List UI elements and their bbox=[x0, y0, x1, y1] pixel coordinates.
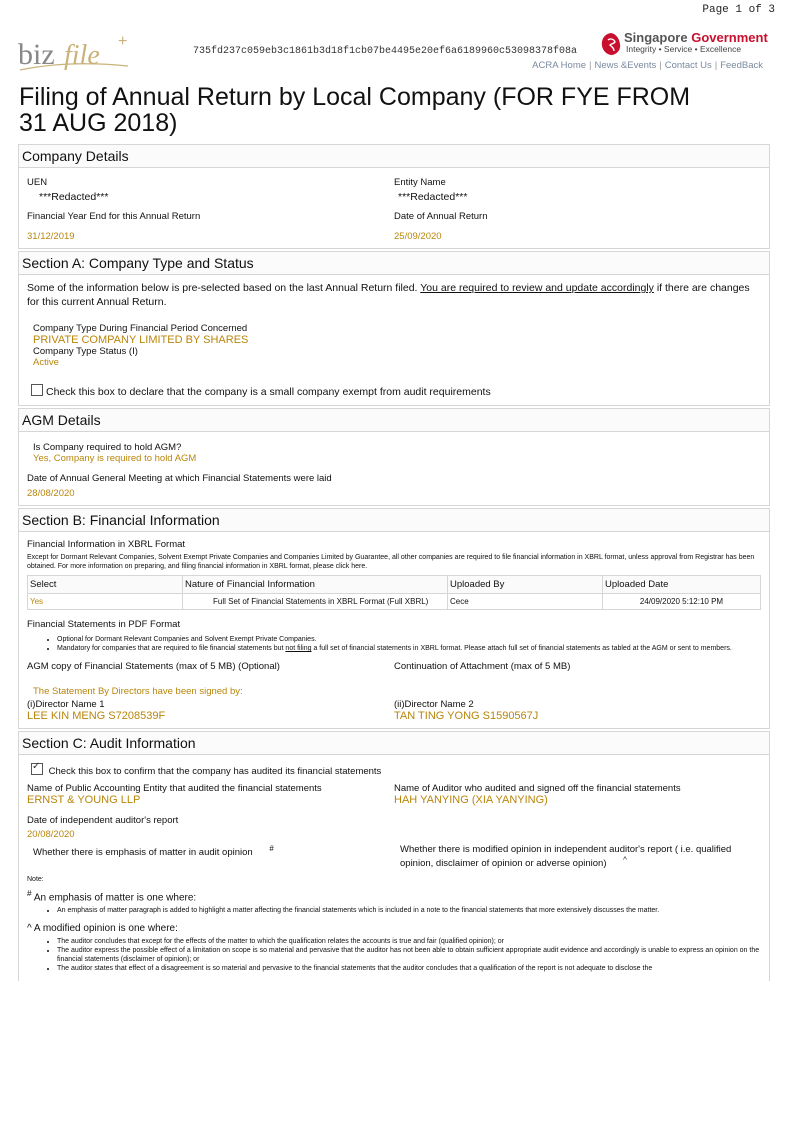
annual-return-date-label: Date of Annual Return bbox=[394, 211, 488, 222]
emphasis-title-row bbox=[27, 888, 761, 903]
pae-value: ERNST & YOUNG LLP bbox=[27, 794, 141, 806]
svg-text:biz: biz bbox=[18, 38, 55, 71]
gov-tagline: Integrity • Service • Excellence bbox=[626, 44, 742, 54]
intro-text: Some of the information below is pre-selected based on the last Annual Return filed. bbox=[27, 282, 418, 294]
modified-note-1: • The auditor concludes that except for the effects of the matter to which the qualification relates the accounts is true and fair (qualified opinion); or bbox=[57, 937, 761, 946]
row-uploaded-date: 24/09/2020 5:12:10 PM bbox=[603, 594, 761, 610]
signed-by-label: The Statement By Directors have been signed by: bbox=[33, 686, 243, 697]
document-hash: 735fd237c059eb3c1861b3d18f1cb07be4495e20ef6a6189960c53098378f08a bbox=[193, 46, 578, 57]
pdf-note-2u: not filing bbox=[285, 645, 312, 652]
auditor-label: Name of Auditor who audited and signed off the financial statements bbox=[394, 783, 681, 794]
xbrl-table-header bbox=[28, 576, 761, 594]
link-news-events[interactable]: News &Events bbox=[594, 60, 657, 71]
fye-label: Financial Year End for this Annual Return bbox=[27, 211, 201, 222]
gov-name-a: Singapore bbox=[624, 30, 688, 45]
link-feedback[interactable]: FeedBack bbox=[720, 60, 763, 71]
link-contact-us[interactable]: Contact Us bbox=[664, 60, 712, 71]
agm-header: AGM Details bbox=[19, 409, 769, 432]
agm-date-label: Date of Annual General Meeting at which Financial Statements were laid bbox=[27, 473, 332, 484]
company-details-section bbox=[18, 144, 770, 249]
section-a-intro bbox=[27, 281, 761, 309]
report-date-value: 20/08/2020 bbox=[27, 829, 75, 840]
modified-title: ^ A modified opinion is one where: bbox=[27, 923, 178, 935]
director-1-label: (i)Director Name 1 bbox=[27, 699, 105, 710]
agm-required-label: Is Company required to hold AGM? bbox=[33, 442, 182, 453]
section-b-header: Section B: Financial Information bbox=[19, 509, 769, 532]
svg-text:file: file bbox=[64, 40, 100, 71]
modified-note-3: • The auditor states that effect of a disagreement is so material and pervasive to the financial statements that the auditor concludes that a qualification of the report is not adequate to disclose the bbox=[57, 964, 761, 973]
xbrl-title: Financial Information in XBRL Format bbox=[27, 539, 186, 550]
bizfile-logo bbox=[18, 30, 136, 76]
singapore-government-logo bbox=[600, 30, 770, 56]
modified-note-2: • The auditor express the possible effect of a limitation on scope is so material and pervasive that the auditor has not been able to obtain sufficient appropriate audit evidence and accordingly is unable to express an opinion on the financial statements (disclaimer of opinion); or bbox=[57, 946, 761, 964]
uen-label: UEN bbox=[27, 177, 48, 188]
company-details-header: Company Details bbox=[19, 145, 769, 168]
auditor-value: HAH YANYING (XIA YANYING) bbox=[394, 794, 548, 806]
director-1-value: LEE KIN MENG S7208539F bbox=[27, 710, 166, 722]
pdf-title: Financial Statements in PDF Format bbox=[27, 619, 181, 630]
agm-date-value: 28/08/2020 bbox=[27, 488, 75, 499]
xbrl-note: Except for Dormant Relevant Companies, Solvent Exempt Private Companies and Companies Limited by Guarantee, all other companies are required to file financial information in XBRL format, unless approval from Registrar has been obtained. For more information on preparing, and filing financial information in XBRL format, please click here. bbox=[27, 554, 755, 570]
pae-label: Name of Public Accounting Entity that audited the financial statements bbox=[27, 783, 322, 794]
agm-copy-label: AGM copy of Financial Statements (max of 5 MB) (Optional) bbox=[27, 661, 280, 672]
emphasis-notes bbox=[57, 906, 761, 915]
company-type-value: PRIVATE COMPANY LIMITED BY SHARES bbox=[33, 334, 249, 346]
row-nature: Full Set of Financial Statements in XBRL Format (Full XBRL) bbox=[183, 594, 448, 610]
intro-underlined: You are required to review and update accordingly bbox=[420, 282, 654, 294]
section-a bbox=[18, 251, 770, 406]
continuation-label: Continuation of Attachment (max of 5 MB) bbox=[394, 661, 571, 672]
row-select[interactable]: Yes bbox=[28, 594, 183, 610]
pdf-note-2a: Mandatory for companies that are required to file financial statements but bbox=[57, 645, 284, 652]
page-number: Page 1 of 3 bbox=[702, 4, 775, 16]
report-date-label: Date of independent auditor's report bbox=[27, 815, 179, 826]
audited-checkbox[interactable] bbox=[31, 763, 43, 775]
pdf-note-2b: a full set of financial statements in XBRL format. Please attach full set of financial statements as tabled at the AGM or sent to members. bbox=[313, 645, 732, 652]
note-label: Note: bbox=[27, 876, 44, 884]
modified-question: Whether there is modified opinion in independent auditor's report ( i.e. qualified opinion, disclaimer of opinion or adverse opinion) bbox=[400, 844, 732, 870]
uen-value: ***Redacted*** bbox=[39, 191, 109, 203]
link-acra-home[interactable]: ACRA Home bbox=[532, 60, 587, 71]
annual-return-date-value: 25/09/2020 bbox=[394, 231, 442, 242]
entity-name-value: ***Redacted*** bbox=[398, 191, 468, 203]
row-uploaded-by: Cece bbox=[448, 594, 603, 610]
page-title: Filing of Annual Return by Local Company (FOR FYE FROM 31 AUG 2018) bbox=[19, 83, 691, 137]
section-c-header: Section C: Audit Information bbox=[19, 732, 769, 755]
modified-mark: ^ bbox=[623, 855, 627, 864]
small-company-label: Check this box to declare that the company is a small company exempt from audit requirements bbox=[46, 386, 491, 398]
pdf-note-1: • Optional for Dormant Relevant Companies and Solvent Exempt Private Companies. bbox=[57, 635, 761, 644]
section-b bbox=[18, 508, 770, 729]
director-2-value: TAN TING YONG S1590567J bbox=[394, 710, 539, 722]
pdf-notes bbox=[57, 635, 761, 653]
company-status-label: Company Type Status (I) bbox=[33, 346, 138, 357]
col-nature: Nature of Financial Information bbox=[183, 576, 448, 594]
emphasis-hash: # bbox=[27, 888, 32, 899]
xbrl-table bbox=[27, 575, 761, 610]
table-row bbox=[28, 594, 761, 610]
agm-section bbox=[18, 408, 770, 506]
svg-text:+: + bbox=[118, 33, 128, 50]
modified-notes bbox=[57, 937, 761, 973]
director-2-label: (ii)Director Name 2 bbox=[394, 699, 474, 710]
section-c bbox=[18, 731, 770, 981]
company-type-label: Company Type During Financial Period Concerned bbox=[33, 323, 248, 334]
emphasis-question: Whether there is emphasis of matter in audit opinion bbox=[33, 847, 253, 859]
gov-name-b: Government bbox=[691, 30, 768, 45]
agm-required-value: Yes, Company is required to hold AGM bbox=[33, 453, 197, 464]
entity-name-label: Entity Name bbox=[394, 177, 446, 188]
emphasis-mark: # bbox=[269, 844, 274, 853]
company-status-value: Active bbox=[33, 357, 59, 368]
emphasis-title: An emphasis of matter is one where: bbox=[33, 892, 197, 904]
section-a-header: Section A: Company Type and Status bbox=[19, 252, 769, 275]
col-uploaded-by: Uploaded By bbox=[448, 576, 603, 594]
top-links: ACRA Home | News &Events | Contact Us | FeedBack bbox=[532, 60, 763, 71]
emphasis-note-1: • An emphasis of matter paragraph is added to highlight a matter affecting the financial statements which is included in a note to the financial statements that more extensively discusses the matter. bbox=[57, 906, 761, 915]
intro-text-b: if there are changes for this current Annual Return. bbox=[27, 282, 750, 308]
fye-value: 31/12/2019 bbox=[27, 231, 75, 242]
col-uploaded-date: Uploaded Date bbox=[603, 576, 761, 594]
pdf-note-2 bbox=[57, 644, 761, 653]
audited-label: Check this box to confirm that the company has audited its financial statements bbox=[48, 766, 382, 777]
col-select: Select bbox=[28, 576, 183, 594]
lion-head-icon bbox=[600, 32, 622, 56]
small-company-checkbox[interactable] bbox=[31, 384, 43, 396]
